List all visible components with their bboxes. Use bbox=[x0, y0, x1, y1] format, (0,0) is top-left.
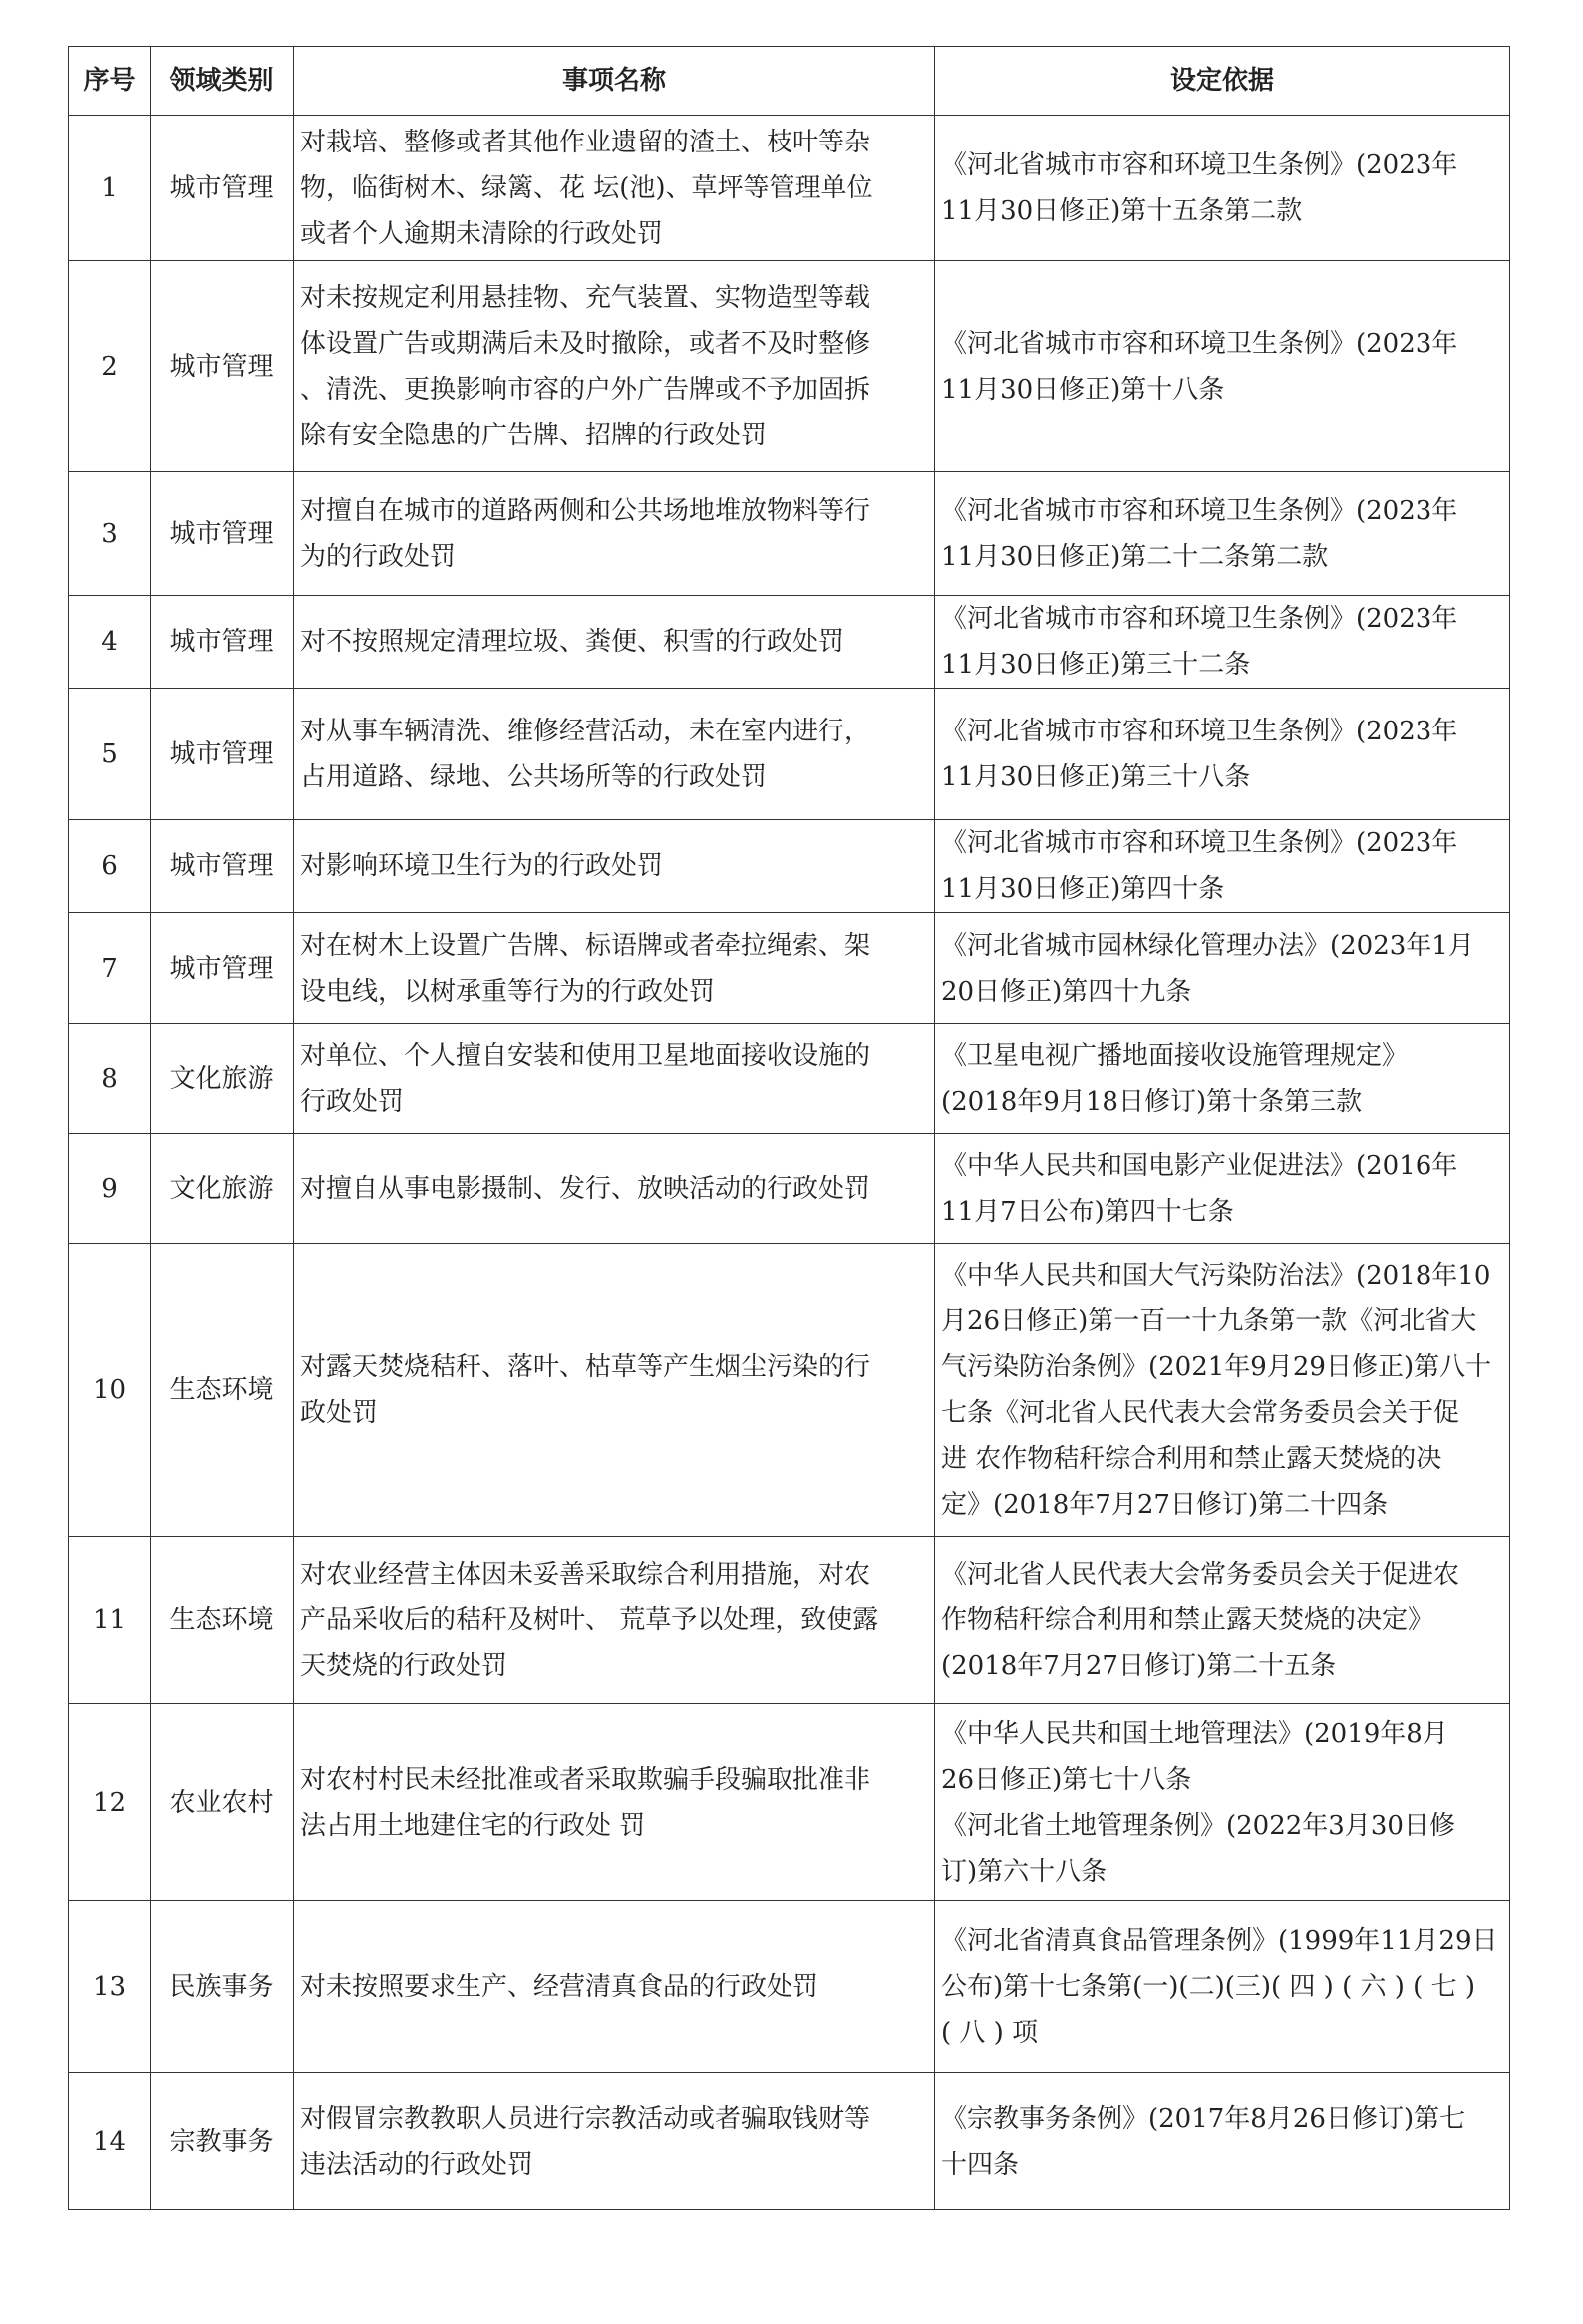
item-name-line: 对不按照规定清理垃圾、粪便、积雪的行政处罚 bbox=[300, 627, 845, 657]
legal-basis-line: 定》(2018年7月27日修订)第二十四条 bbox=[941, 1489, 1389, 1520]
table-row bbox=[69, 1024, 1510, 1134]
item-name-line: 对假冒宗教教职人员进行宗教活动或者骗取钱财等 bbox=[300, 2103, 871, 2134]
legal-basis-line: 《河北省城市市容和环境卫生条例》(2023年 bbox=[941, 328, 1458, 359]
row-serial-number: 8 bbox=[69, 1024, 151, 1134]
legal-basis-line: 11月30日修正)第十八条 bbox=[941, 374, 1225, 405]
row-item-name bbox=[294, 1024, 935, 1134]
row-item-name bbox=[294, 913, 935, 1024]
row-item-name bbox=[294, 2073, 935, 2210]
legal-basis-line: 作物秸秆综合利用和禁止露天焚烧的决定》 bbox=[941, 1604, 1434, 1635]
table-header-row bbox=[69, 47, 1510, 116]
row-legal-basis bbox=[935, 261, 1510, 472]
legal-basis-line: 20日修正)第四十九条 bbox=[941, 976, 1192, 1007]
table-row bbox=[69, 820, 1510, 913]
item-name-line: 对未按规定利用悬挂物、充气装置、实物造型等载 bbox=[300, 282, 871, 313]
row-serial-number: 2 bbox=[69, 261, 151, 472]
row-legal-basis bbox=[935, 1244, 1510, 1537]
item-name-line: 对未按照要求生产、经营清真食品的行政处罚 bbox=[300, 1971, 819, 2002]
row-domain-category: 生态环境 bbox=[151, 1537, 294, 1704]
row-domain-category: 城市管理 bbox=[151, 472, 294, 596]
header-legal-basis: 设定依据 bbox=[935, 47, 1510, 116]
row-item-name bbox=[294, 116, 935, 261]
item-name-line: 对露天焚烧秸秆、落叶、枯草等产生烟尘污染的行 bbox=[300, 1351, 871, 1382]
legal-basis-line: 11月30日修正)第二十二条第二款 bbox=[941, 541, 1329, 572]
row-domain-category: 城市管理 bbox=[151, 261, 294, 472]
item-name-line: 体设置广告或期满后未及时撤除，或者不及时整修 bbox=[300, 328, 871, 359]
legal-basis-line: 《河北省清真食品管理条例》(1999年11月29日 bbox=[941, 1925, 1498, 1956]
item-name-line: 或者个人逾期未清除的行政处罚 bbox=[300, 218, 664, 249]
table-row bbox=[69, 1901, 1510, 2073]
legal-basis-line: 订)第六十八条 bbox=[941, 1856, 1108, 1887]
table-row bbox=[69, 1244, 1510, 1537]
regulation-table-page bbox=[68, 46, 1509, 2210]
row-serial-number: 12 bbox=[69, 1704, 151, 1901]
legal-basis-line: 11月30日修正)第十五条第二款 bbox=[941, 195, 1303, 226]
legal-basis-line: 月26日修正)第一百一十九条第一款《河北省大 bbox=[941, 1306, 1477, 1336]
row-domain-category: 民族事务 bbox=[151, 1901, 294, 2073]
row-item-name bbox=[294, 1134, 935, 1244]
legal-basis-line: 《河北省土地管理条例》(2022年3月30日修 bbox=[941, 1810, 1455, 1841]
header-domain-category: 领域类别 bbox=[151, 47, 294, 116]
row-legal-basis bbox=[935, 472, 1510, 596]
row-legal-basis bbox=[935, 1024, 1510, 1134]
table-row bbox=[69, 913, 1510, 1024]
legal-basis-line: 公布)第十七条第(一)(二)(三)( 四 ) ( 六 ) ( 七 ) bbox=[941, 1971, 1475, 2002]
table-row bbox=[69, 689, 1510, 820]
legal-basis-line: 《中华人民共和国电影产业促进法》(2016年 bbox=[941, 1150, 1458, 1181]
legal-basis-line: 进 农作物秸秆综合利用和禁止露天焚烧的决 bbox=[941, 1443, 1442, 1474]
item-name-line: 行政处罚 bbox=[300, 1086, 405, 1117]
row-domain-category: 城市管理 bbox=[151, 820, 294, 913]
table-row bbox=[69, 1704, 1510, 1901]
item-name-line: 对栽培、整修或者其他作业遗留的渣土、枝叶等杂 bbox=[300, 127, 871, 157]
table-row bbox=[69, 1134, 1510, 1244]
header-serial-number: 序号 bbox=[69, 47, 151, 116]
row-item-name bbox=[294, 1537, 935, 1704]
row-item-name bbox=[294, 1901, 935, 2073]
legal-basis-line: (2018年9月18日修订)第十条第三款 bbox=[941, 1086, 1363, 1117]
item-name-line: 天焚烧的行政处罚 bbox=[300, 1650, 508, 1681]
row-domain-category: 城市管理 bbox=[151, 116, 294, 261]
row-domain-category: 宗教事务 bbox=[151, 2073, 294, 2210]
legal-basis-line: ( 八 ) 项 bbox=[941, 2017, 1039, 2048]
item-name-line: 对从事车辆清洗、维修经营活动，未在室内进行， bbox=[300, 716, 871, 746]
row-item-name bbox=[294, 1704, 935, 1901]
row-serial-number: 11 bbox=[69, 1537, 151, 1704]
item-name-line: 除有安全隐患的广告牌、招牌的行政处罚 bbox=[300, 420, 768, 450]
row-domain-category: 生态环境 bbox=[151, 1244, 294, 1537]
legal-basis-line: 11月30日修正)第三十二条 bbox=[941, 650, 1251, 680]
item-name-line: 对在树木上设置广告牌、标语牌或者牵拉绳索、架 bbox=[300, 930, 871, 961]
table-row bbox=[69, 596, 1510, 689]
legal-basis-line: 26日修正)第七十八条 bbox=[941, 1764, 1192, 1795]
legal-basis-line: 《河北省城市市容和环境卫生条例》(2023年 bbox=[941, 495, 1458, 526]
row-legal-basis bbox=[935, 1134, 1510, 1244]
legal-basis-line: 气污染防治条例》(2021年9月29日修正)第八十 bbox=[941, 1351, 1492, 1382]
row-domain-category: 城市管理 bbox=[151, 913, 294, 1024]
row-serial-number: 10 bbox=[69, 1244, 151, 1537]
item-name-line: 对影响环境卫生行为的行政处罚 bbox=[300, 851, 664, 881]
row-serial-number: 6 bbox=[69, 820, 151, 913]
row-item-name bbox=[294, 472, 935, 596]
row-legal-basis bbox=[935, 116, 1510, 261]
row-legal-basis bbox=[935, 820, 1510, 913]
item-name-line: 、清洗、更换影响市容的户外广告牌或不予加固拆 bbox=[300, 374, 871, 405]
item-name-line: 占用道路、绿地、公共场所等的行政处罚 bbox=[300, 761, 768, 792]
row-serial-number: 5 bbox=[69, 689, 151, 820]
row-serial-number: 1 bbox=[69, 116, 151, 261]
row-serial-number: 13 bbox=[69, 1901, 151, 2073]
legal-basis-line: 《宗教事务条例》(2017年8月26日修订)第七 bbox=[941, 2103, 1466, 2134]
row-item-name bbox=[294, 261, 935, 472]
legal-basis-line: 11月30日修正)第四十条 bbox=[941, 874, 1225, 904]
item-name-line: 违法活动的行政处罚 bbox=[300, 2149, 534, 2179]
row-item-name bbox=[294, 596, 935, 689]
legal-basis-line: 《中华人民共和国大气污染防治法》(2018年10 bbox=[941, 1260, 1491, 1291]
item-name-line: 为的行政处罚 bbox=[300, 541, 457, 572]
legal-basis-line: 《卫星电视广播地面接收设施管理规定》 bbox=[941, 1040, 1409, 1071]
row-legal-basis bbox=[935, 1704, 1510, 1901]
row-item-name bbox=[294, 820, 935, 913]
row-domain-category: 农业农村 bbox=[151, 1704, 294, 1901]
legal-basis-line: 十四条 bbox=[941, 2149, 1020, 2179]
row-serial-number: 14 bbox=[69, 2073, 151, 2210]
row-legal-basis bbox=[935, 689, 1510, 820]
row-item-name bbox=[294, 689, 935, 820]
row-serial-number: 4 bbox=[69, 596, 151, 689]
item-name-line: 政处罚 bbox=[300, 1397, 379, 1428]
item-name-line: 对擅自在城市的道路两侧和公共场地堆放物料等行 bbox=[300, 495, 871, 526]
item-name-line: 设电线，以树承重等行为的行政处罚 bbox=[300, 976, 716, 1007]
row-legal-basis bbox=[935, 2073, 1510, 2210]
row-domain-category: 文化旅游 bbox=[151, 1134, 294, 1244]
row-serial-number: 3 bbox=[69, 472, 151, 596]
row-legal-basis bbox=[935, 1901, 1510, 2073]
legal-basis-line: 《河北省城市市容和环境卫生条例》(2023年 bbox=[941, 828, 1458, 858]
legal-basis-line: 《河北省城市市容和环境卫生条例》(2023年 bbox=[941, 604, 1458, 634]
item-name-line: 对单位、个人擅自安装和使用卫星地面接收设施的 bbox=[300, 1040, 871, 1071]
legal-basis-line: (2018年7月27日修订)第二十五条 bbox=[941, 1650, 1337, 1681]
legal-basis-line: 《河北省人民代表大会常务委员会关于促进农 bbox=[941, 1559, 1460, 1590]
item-name-line: 产品采收后的秸秆及树叶、 荒草予以处理，致使露 bbox=[300, 1604, 879, 1635]
row-legal-basis bbox=[935, 1537, 1510, 1704]
legal-basis-line: 《河北省城市园林绿化管理办法》(2023年1月 bbox=[941, 930, 1474, 961]
row-legal-basis bbox=[935, 913, 1510, 1024]
row-legal-basis bbox=[935, 596, 1510, 689]
table-row bbox=[69, 1537, 1510, 1704]
item-name-line: 物，临街树木、绿篱、花 坛(池)、草坪等管理单位 bbox=[300, 172, 873, 203]
item-name-line: 对擅自从事电影摄制、发行、放映活动的行政处罚 bbox=[300, 1173, 871, 1204]
table-body bbox=[69, 116, 1510, 2210]
legal-basis-line: 《河北省城市市容和环境卫生条例》(2023年 bbox=[941, 149, 1458, 180]
legal-basis-line: 《中华人民共和国土地管理法》(2019年8月 bbox=[941, 1718, 1448, 1749]
header-item-name: 事项名称 bbox=[294, 47, 935, 116]
row-domain-category: 文化旅游 bbox=[151, 1024, 294, 1134]
row-serial-number: 9 bbox=[69, 1134, 151, 1244]
legal-basis-line: 《河北省城市市容和环境卫生条例》(2023年 bbox=[941, 716, 1458, 746]
row-domain-category: 城市管理 bbox=[151, 689, 294, 820]
row-domain-category: 城市管理 bbox=[151, 596, 294, 689]
table-row bbox=[69, 116, 1510, 261]
item-name-line: 对农村村民未经批准或者采取欺骗手段骗取批准非 bbox=[300, 1764, 871, 1795]
table-row bbox=[69, 472, 1510, 596]
table-row bbox=[69, 2073, 1510, 2210]
item-name-line: 对农业经营主体因未妥善采取综合利用措施，对农 bbox=[300, 1559, 871, 1590]
table-row bbox=[69, 261, 1510, 472]
penalty-items-table bbox=[68, 46, 1510, 2210]
item-name-line: 法占用土地建住宅的行政处 罚 bbox=[300, 1810, 646, 1841]
row-serial-number: 7 bbox=[69, 913, 151, 1024]
legal-basis-line: 11月30日修正)第三十八条 bbox=[941, 761, 1251, 792]
legal-basis-line: 11月7日公布)第四十七条 bbox=[941, 1196, 1234, 1227]
row-item-name bbox=[294, 1244, 935, 1537]
legal-basis-line: 七条《河北省人民代表大会常务委员会关于促 bbox=[941, 1397, 1460, 1428]
